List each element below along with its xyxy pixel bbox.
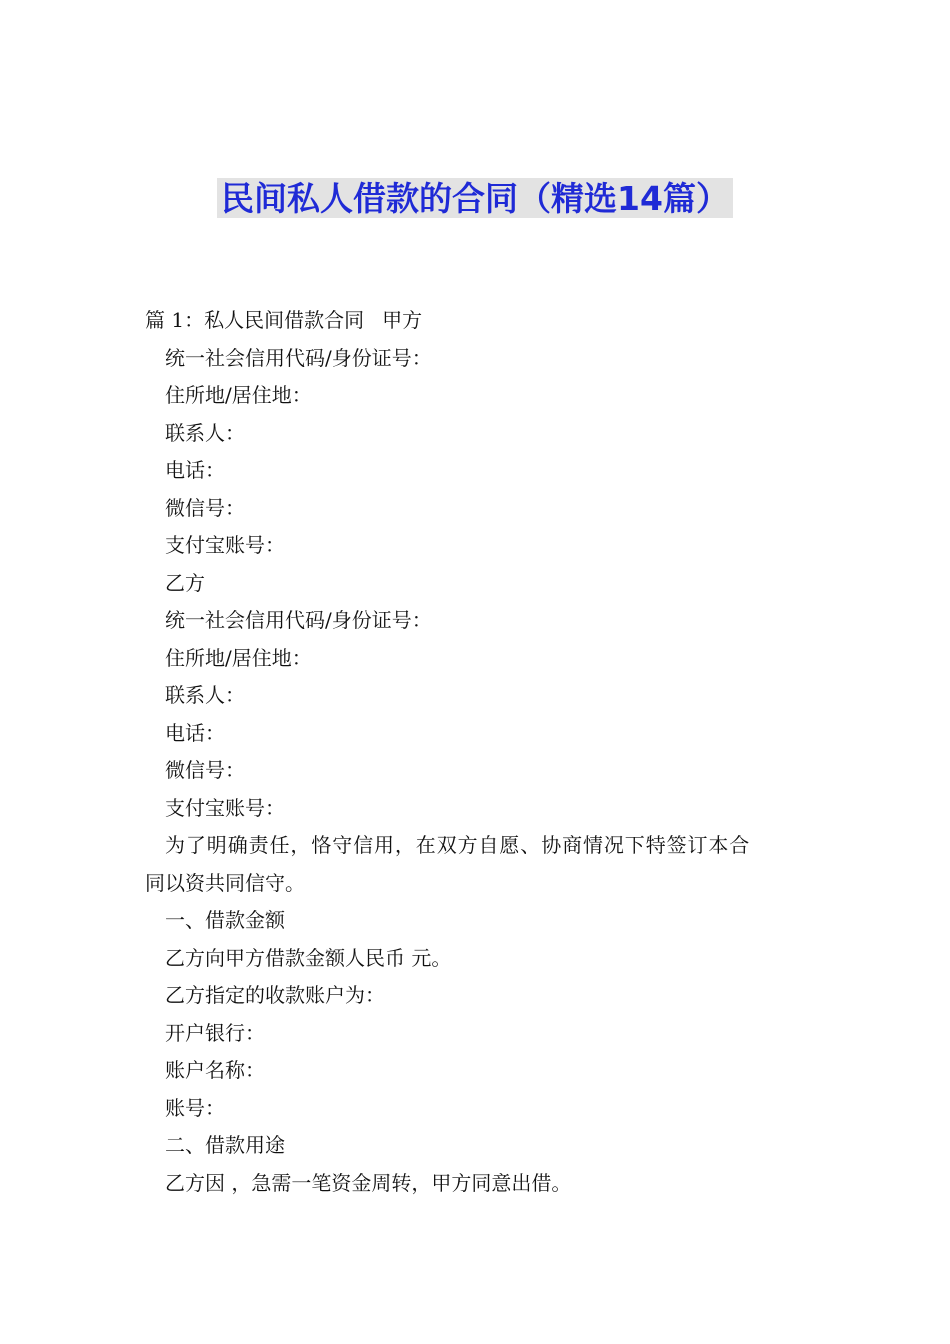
account-number-field: 账号： <box>165 1095 225 1120</box>
bank-field: 开户银行： <box>165 1020 265 1045</box>
party-b-contact-field: 联系人： <box>165 683 245 707</box>
party-b-address-field: 住所地/居住地： <box>165 645 312 670</box>
party-a-address-field: 住所地/居住地： <box>165 383 312 407</box>
document-body <box>145 302 810 1202</box>
party-b-id-field: 统一社会信用代码/身份证号： <box>165 608 432 632</box>
party-a-wechat-field: 微信号： <box>165 495 245 520</box>
receiving-account-line: 乙方指定的收款账户为： <box>165 983 385 1007</box>
loan-amount-line: 乙方向甲方借款金额人民币 元。 <box>165 945 452 970</box>
party-a-label: 甲方 <box>382 308 423 332</box>
party-b-label: 乙方 <box>165 570 205 595</box>
loan-purpose-line: 乙方因 ，急需一笔资金周转，甲方同意出借。 <box>165 1170 572 1195</box>
party-a-phone-field: 电话： <box>165 458 225 482</box>
party-b-wechat-field: 微信号： <box>165 758 245 782</box>
chapter-heading-text: 篇 1：私人民间借款合同 <box>145 308 365 332</box>
preamble-line-2: 同以资共同信守。 <box>145 870 305 895</box>
document-title: 民间私人借款的合同（精选14篇） <box>217 178 733 218</box>
account-name-field: 账户名称： <box>165 1058 265 1082</box>
chapter-heading <box>145 302 810 340</box>
section-2-heading: 二、借款用途 <box>165 1133 285 1157</box>
party-a-alipay-field: 支付宝账号： <box>165 533 285 557</box>
party-a-id-field: 统一社会信用代码/身份证号： <box>165 345 432 370</box>
title-container <box>0 178 950 218</box>
section-1-heading: 一、借款金额 <box>165 908 285 932</box>
party-b-alipay-field: 支付宝账号： <box>165 795 285 820</box>
party-b-phone-field: 电话： <box>165 720 225 745</box>
preamble-line-1: 为了明确责任，恪守信用，在双方自愿、协商情况下特签订本合 <box>165 833 751 857</box>
party-a-contact-field: 联系人： <box>165 420 245 445</box>
